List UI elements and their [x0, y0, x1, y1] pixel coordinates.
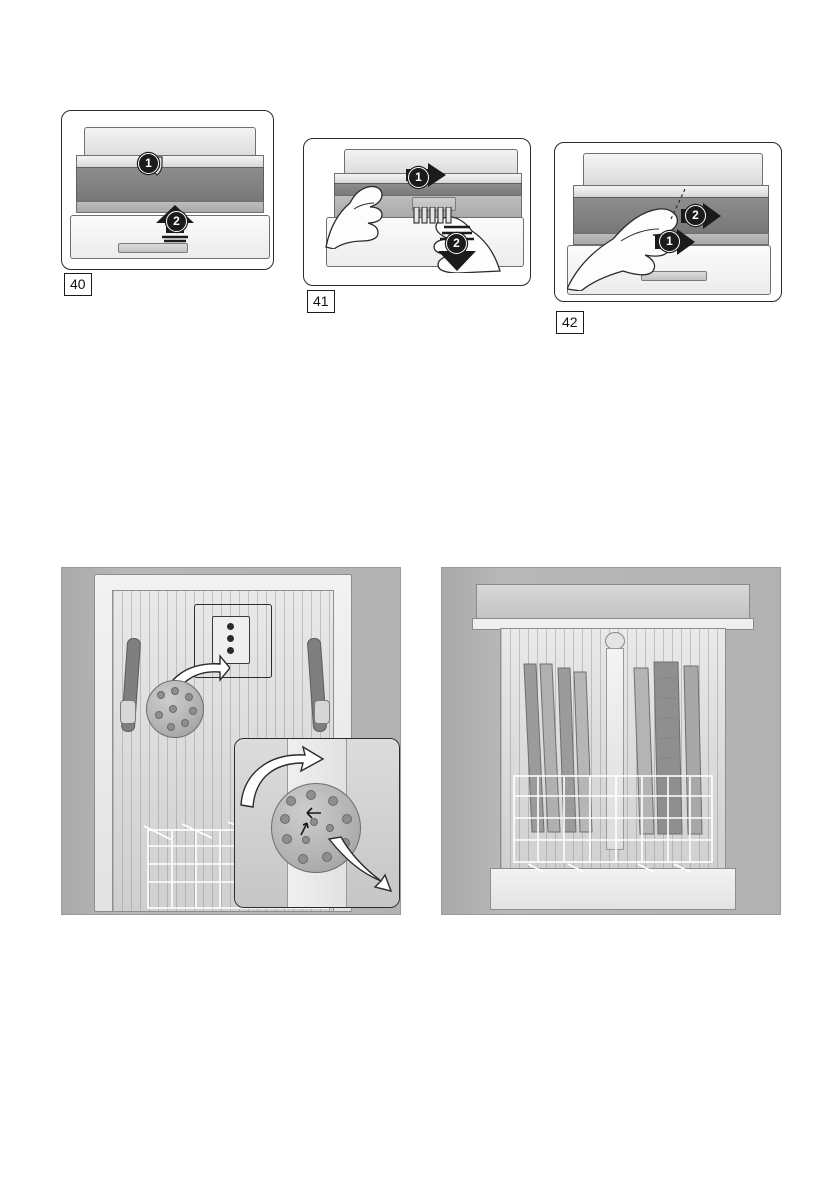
- appliance-front-view-42: [555, 143, 781, 301]
- callout-1: 1: [138, 153, 159, 174]
- callout-2: 2: [685, 205, 706, 226]
- figure-label-42: 42: [556, 311, 584, 334]
- figure-label-40: 40: [64, 273, 92, 296]
- lower-basket: [508, 768, 718, 874]
- dial-icon[interactable]: [146, 680, 204, 738]
- photo-water-hardness: [61, 567, 401, 915]
- figure-41: [303, 138, 531, 286]
- right-clip: [314, 700, 330, 724]
- appliance-dark-band: [76, 167, 264, 203]
- door-front: [490, 868, 736, 910]
- callout-2: 2: [166, 211, 187, 232]
- dial-detail-box: [234, 738, 400, 908]
- left-clip: [120, 700, 136, 724]
- photo-loaded-basket: [441, 567, 781, 915]
- figure-label-41: 41: [307, 290, 335, 313]
- rotate-arrow-icon: [327, 835, 393, 905]
- figure-40: [61, 110, 274, 270]
- hand-icon: [324, 169, 394, 249]
- callout-1: 1: [408, 167, 429, 188]
- appliance-top-view-40: [62, 111, 273, 269]
- callout-1: 1: [659, 231, 680, 252]
- door-handle: [118, 243, 188, 253]
- rotate-arrow-icon: [239, 745, 325, 809]
- appliance-front-view-41: [304, 139, 530, 285]
- worktop: [476, 584, 750, 620]
- figure-42: [554, 142, 782, 302]
- callout-2: 2: [446, 233, 467, 254]
